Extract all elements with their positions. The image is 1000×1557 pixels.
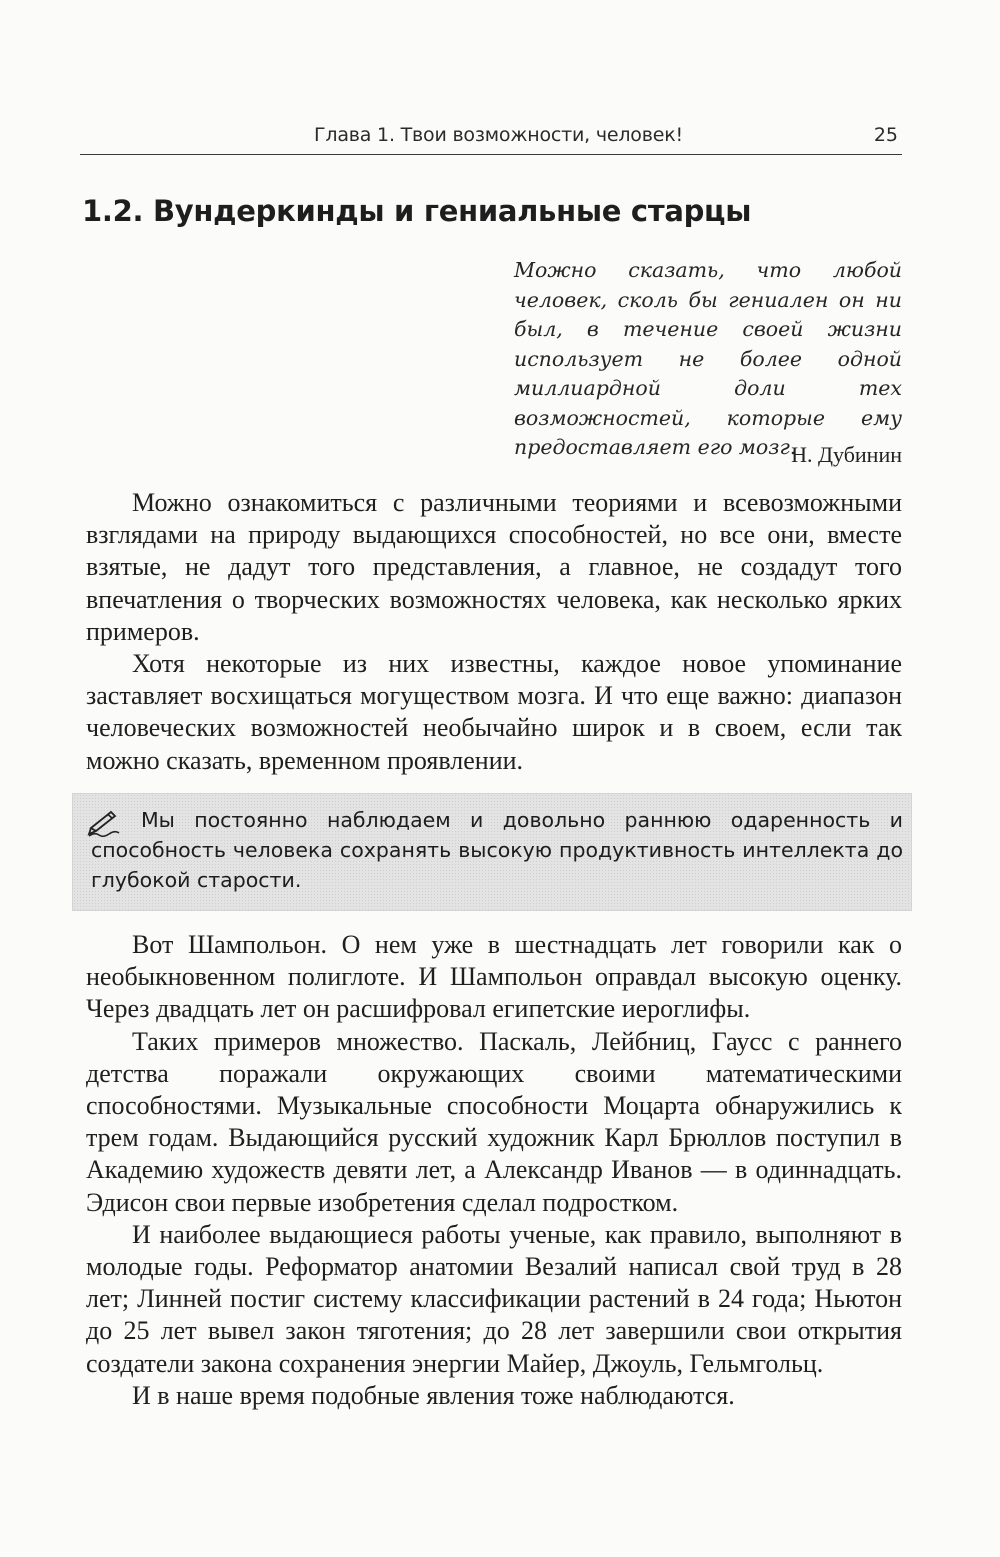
paragraph: Можно ознакомиться с различными теориями и всевозможными взглядами на природу выдающихся способностей, но все они, вместе взятые, не дадут того представления, а главное, не создадут того впечатления о творческих возможностях человека, как несколько ярких примеров. xyxy=(86,488,902,646)
paragraph: И наиболее выдающиеся работы ученые, как правило, выполняют в молодые годы. Реформатор анатомии Везалий написал свой труд в 28 лет; Линней постиг систему классификации растений в 24 года; Ньютон до 25 лет вывел закон тяготения; до 28 лет завершили свои открытия создатели закона сохранения энергии Майер, Джоуль, Гельмгольц. xyxy=(86,1219,902,1378)
page-number: 25 xyxy=(873,124,898,146)
body-text-top xyxy=(86,487,902,777)
paragraph: Хотя некоторые из них известны, каждое новое упоминание заставляет восхищаться могуществом мозга. И что еще важно: диапазон человеческих возможностей необычайно широк и в своем, если так можно сказать, временном проявлении. xyxy=(86,649,902,775)
section-title: 1.2. Вундеркинды и гениальные старцы xyxy=(82,194,752,228)
paragraph: Вот Шампольон. О нем уже в шестнадцать лет говорили как о необыкновенном полиглоте. И Шампольон оправдал высокую оценку. Через двадцать лет он расшифровал египетские иероглифы. xyxy=(86,930,902,1024)
paragraph: И в наше время подобные явления тоже наблюдаются. xyxy=(132,1380,735,1410)
epigraph-text: Можно сказать, что любой человек, сколь бы гениален он ни был, в течение своей жизни использует не более одной миллиардной доли тех возможностей, которые ему предоставляет его мозг. xyxy=(514,258,902,459)
paragraph: Таких примеров множество. Паскаль, Лейбниц, Гаусс с раннего детства поражали окружающих своими математическими способностями. Музыкальные способности Моцарта обнаружились к трем годам. Выдающийся русский художник Карл Брюллов поступил в Академию художеств девяти лет, а Александр Иванов — в одиннадцать. Эдисон свои первые изобретения сделал подростком. xyxy=(86,1026,902,1217)
chapter-title: Глава 1. Твои возможности, человек! xyxy=(314,124,683,146)
note-box xyxy=(72,793,912,911)
epigraph-author: Н. Дубинин xyxy=(791,442,902,467)
note-text: Мы постоянно наблюдаем и довольно раннюю одаренность и способность человека сохранять высокую продуктивность интеллекта до глубокой старости. xyxy=(91,808,903,892)
body-text-bottom xyxy=(86,929,902,1412)
running-header xyxy=(80,118,902,155)
